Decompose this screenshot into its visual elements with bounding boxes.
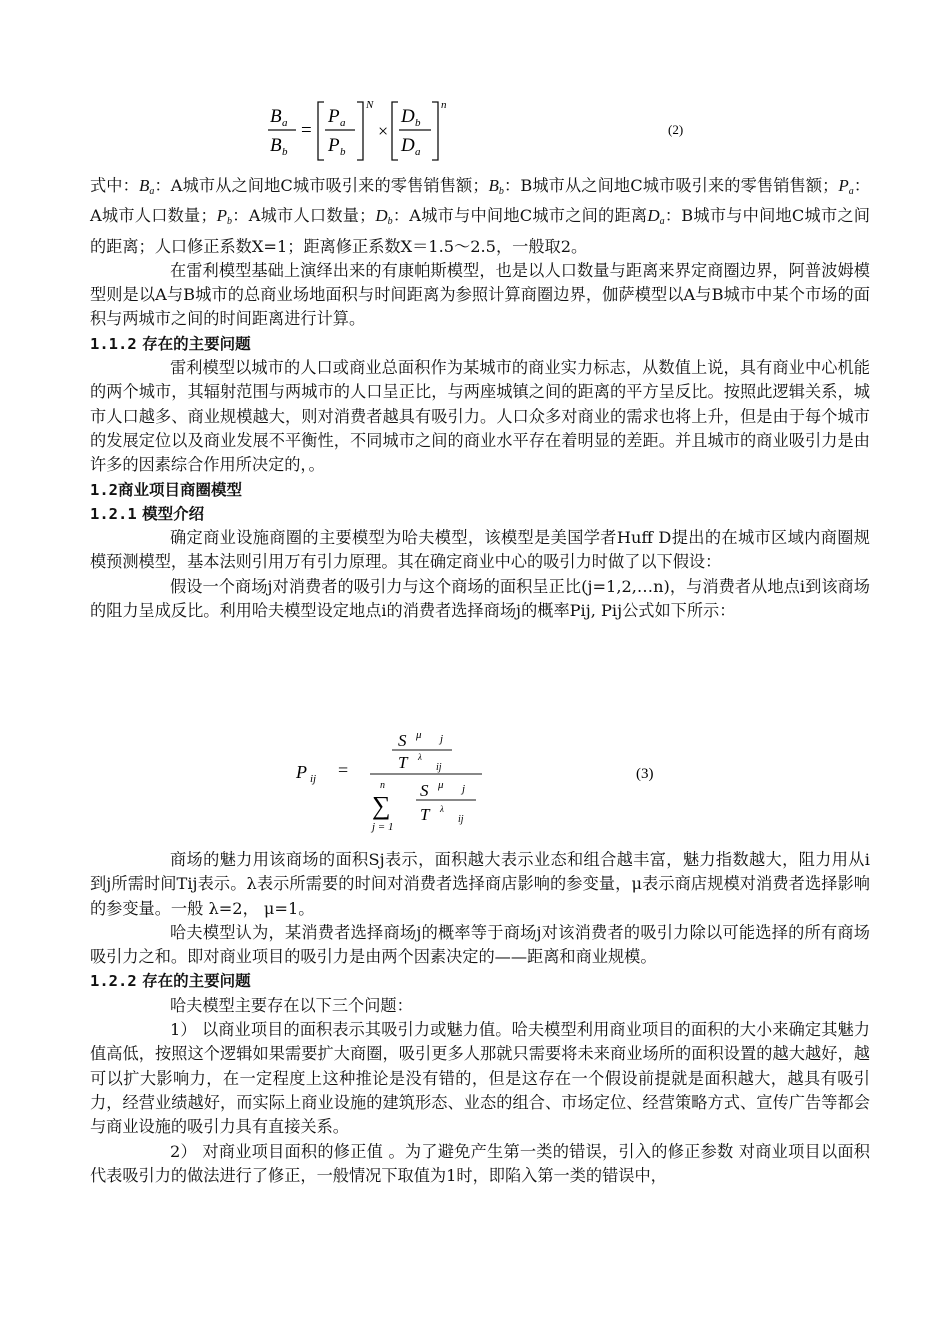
eq3-den-s: S xyxy=(420,781,429,800)
eq3-sum-top: n xyxy=(380,780,385,791)
defs-pb-text: ：A城市人口数量； xyxy=(232,206,376,226)
eq2-f2-den: D xyxy=(401,135,415,156)
defs-prefix: 式中： xyxy=(90,176,139,195)
eq3-den-mu: μ xyxy=(438,779,444,791)
eq3-num-ij: ij xyxy=(436,762,442,773)
eq2-f1-den-sub: b xyxy=(340,146,346,158)
symbol-pb: $P_b$ xyxy=(216,206,233,228)
eq2-f2-num: D xyxy=(401,106,415,127)
eq2-f1-num-sub: a xyxy=(340,117,346,129)
defs-db-text: ：A城市与中间地C城市之间的距离 xyxy=(392,206,648,226)
eq3-equals: = xyxy=(338,760,349,780)
symbol-pa: $P_a$ xyxy=(838,176,854,197)
paragraph-models: 在雷利模型基础上演绎出来的有康帕斯模型，也是以人口数量与距离来界定商圈边界，阿普波姆模型则是以A与B城市的总商业场地面积与时间距离为参照计算商圈边界，伽萨模型以A与B城市中某个市场的面积与两城市之间的时间距离进行计算。 xyxy=(90,260,870,329)
symbol-db: $D_b$ xyxy=(375,206,393,228)
paragraph-attractiveness: 商场的魅力用该商场的面积Sj表示，面积越大表示业态和组合越丰富，魅力指数越大，阻力用从i到j所需时间Tij表示。λ表示所需要的时间对消费者选择商店影响的参变量，μ表示商店规模对消费者选择影响的参变量。一般 λ=2， μ=1。 xyxy=(90,850,870,918)
paragraph-huff-view: 哈夫模型认为，某消费者选择商场j的概率等于商场j对该消费者的吸引力除以可能选择的所有商场吸引力之和。即对商业项目的吸引力是由两个因素决定的——距离和商业规模。 xyxy=(90,922,870,967)
defs-ba-text: ：A城市从之间地C城市吸引来的零售销售额； xyxy=(154,176,489,195)
eq2-f2-den-sub: a xyxy=(415,146,421,158)
eq2-lhs-num: B xyxy=(270,106,282,127)
eq3-number: (3) xyxy=(636,766,654,782)
heading-1-2-2: 1.2.2 存在的主要问题 xyxy=(90,972,251,991)
paragraph-three-problems: 哈夫模型主要存在以下三个问题： xyxy=(170,995,413,1015)
eq3-num-j: j xyxy=(440,733,444,745)
equation-3 xyxy=(290,724,690,834)
eq3-lhs: P xyxy=(296,762,307,782)
equation-2 xyxy=(260,96,720,166)
eq2-lhs-den: B xyxy=(270,135,282,156)
symbol-da: $D_a$ xyxy=(647,206,665,228)
eq3-den-ij: ij xyxy=(458,814,464,825)
eq3-den-t: T xyxy=(420,805,430,824)
eq3-num-lambda: λ xyxy=(418,752,422,762)
eq2-lhs-num-sub: a xyxy=(282,117,288,129)
eq2-f1-num: P xyxy=(328,106,340,127)
eq2-exp1: N xyxy=(366,99,374,111)
eq3-lhs-sub: ij xyxy=(310,773,317,785)
defs-da-text: ：B城市与中间地C城市之间的距离；人口修正系数X=1；距离修正系数X＝1.5～2.5，一般取2。 xyxy=(90,206,870,256)
eq3-den-lambda: λ xyxy=(440,804,444,814)
heading-1-2: 1.2商业项目商圈模型 xyxy=(90,480,243,499)
paragraph-huff-intro: 确定商业设施商圈的主要模型为哈夫模型，该模型是美国学者Huff D提出的在城市区域内商圈规模预测模型，基本法则引用万有引力原理。其在确定商业中心的吸引力时做了以下假设： xyxy=(90,528,870,572)
paragraph-assumption: 假设一个商场j对消费者的吸引力与这个商场的面积呈正比(j=1,2,…n)，与消费者从地点i到该商场的阻力呈成反比。利用哈夫模型设定地点i的消费者选择商场j的概率Pij, Pij公式如下所示： xyxy=(90,576,870,621)
eq2-f1-den: P xyxy=(328,135,340,156)
eq3-num-mu: μ xyxy=(416,729,422,741)
eq2-equals: = xyxy=(301,120,312,141)
eq2-lhs-den-sub: b xyxy=(282,146,288,158)
eq3-sum: ∑ xyxy=(372,791,391,820)
eq2-times: × xyxy=(378,121,389,141)
symbol-bb: $B_b$ xyxy=(488,176,504,197)
defs-bb-text: ：B城市从之间地C城市吸引来的零售销售额； xyxy=(503,176,839,195)
definitions-paragraph xyxy=(90,174,870,259)
eq2-number: (2) xyxy=(668,122,684,137)
list-item-2: 2） 对商业项目面积的修正值 。为了避免产生第一类的错误，引入的修正参数 对商业项目以面积代表吸引力的做法进行了修正，一般情况下取值为1时，即陷入第一类的错误中， xyxy=(90,1141,870,1185)
eq3-sum-bottom: j = 1 xyxy=(372,821,394,833)
eq2-f2-num-sub: b xyxy=(415,117,421,129)
eq3-den-j: j xyxy=(462,783,466,795)
heading-1-2-1: 1.2.1 模型介绍 xyxy=(90,504,205,523)
heading-1-1-2: 1.1.2 存在的主要问题 xyxy=(90,334,251,353)
paragraph-reilly-problems: 雷利模型以城市的人口或商业总面积作为某城市的商业实力标志，从数值上说，具有商业中心机能的两个城市，其辐射范围与两城市的人口呈正比，与两座城镇之间的距离的平方呈反比。按照此逻辑关系，城市人口越多、商业规模越大，则对消费者越具有吸引力。人口众多对商业的需求也将上升，但是由于每个城市的发展定位以及商业发展不平衡性，不同城市之间的商业水平存在着明显的差距。并且城市的商业吸引力是由许多的因素综合作用所决定的，。 xyxy=(90,358,870,475)
list-item-1: 1） 以商业项目的面积表示其吸引力或魅力值。哈夫模型利用商业项目的面积的大小来确定其魅力值高低，按照这个逻辑如果需要扩大商圈，吸引更多人那就只需要将未来商业场所的面积设置的越大越好，越可以扩大影响力，在一定程度上这种推论是没有错的，但是这存在一个假设前提就是面积越大，越具有吸引力，经营业绩越好，而实际上商业设施的建筑形态、业态的组合、市场定位、经营策略方式、宣传广告等都会与商业设施的吸引力具有直接关系。 xyxy=(90,1020,870,1137)
symbol-ba: $B_a$ xyxy=(138,176,155,197)
eq3-num-t: T xyxy=(398,753,408,772)
defs-pa-text: ：A城市人口数量； xyxy=(90,176,871,226)
eq3-num-s: S xyxy=(398,731,407,750)
eq2-exp2: n xyxy=(441,99,447,111)
